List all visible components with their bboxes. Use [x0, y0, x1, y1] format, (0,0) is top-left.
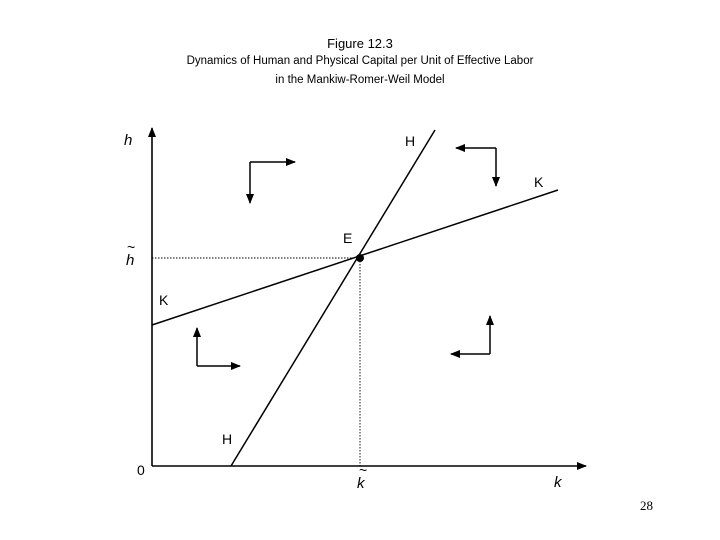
direction-arrows-top-right	[456, 148, 496, 186]
k-curve-label-right: K	[534, 174, 544, 190]
direction-arrows-bottom-right	[451, 316, 490, 354]
h-steady-label: h	[126, 252, 135, 269]
origin-label: 0	[137, 462, 145, 478]
page-number: 28	[640, 498, 653, 513]
equilibrium-point	[356, 254, 364, 262]
h-curve-label-bottom: H	[222, 431, 233, 447]
y-axis-label: h	[124, 132, 133, 149]
figure-title-line2: in the Mankiw-Romer-Weil Model	[275, 74, 445, 86]
h-steady-tilde: ~	[127, 239, 136, 255]
direction-arrows-top-left	[250, 162, 295, 203]
h-curve-label-top: H	[405, 133, 416, 149]
k-curve-label-left: K	[159, 292, 169, 308]
equilibrium-label: E	[343, 230, 353, 246]
h-curve	[231, 130, 435, 466]
k-curve	[152, 190, 558, 325]
direction-arrows-bottom-left	[197, 328, 240, 366]
figure-number: Figure 12.3	[327, 36, 393, 51]
x-axis-label: k	[554, 474, 562, 491]
k-steady-tilde: ~	[359, 462, 368, 478]
figure-title-line1: Dynamics of Human and Physical Capital per Unit of Effective Labor	[186, 55, 534, 67]
k-steady-label: k	[357, 475, 365, 492]
